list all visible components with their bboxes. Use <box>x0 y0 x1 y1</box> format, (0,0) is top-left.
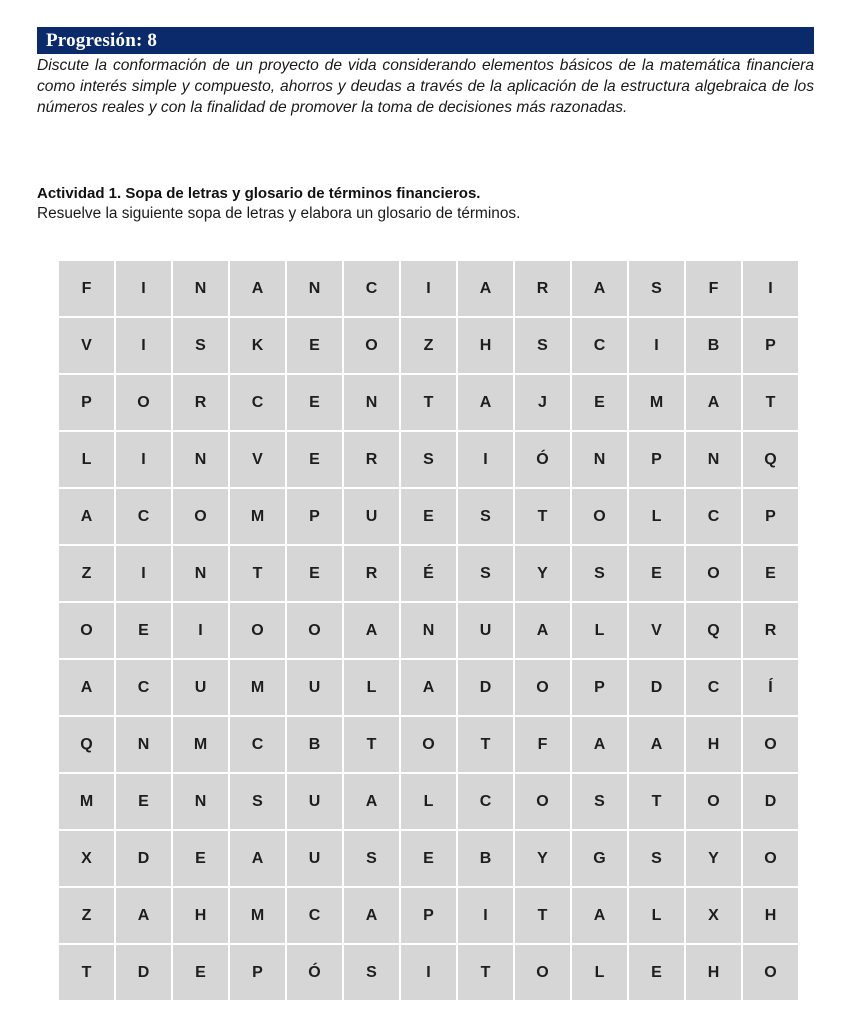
letter-cell[interactable]: V <box>59 318 114 373</box>
letter-cell[interactable]: D <box>743 774 798 829</box>
letter-cell[interactable]: C <box>230 717 285 772</box>
letter-cell[interactable]: O <box>515 774 570 829</box>
letter-cell[interactable]: T <box>458 945 513 1000</box>
letter-cell[interactable]: O <box>743 717 798 772</box>
letter-cell[interactable]: Z <box>401 318 456 373</box>
letter-cell[interactable]: X <box>686 888 741 943</box>
letter-cell[interactable]: C <box>572 318 627 373</box>
letter-cell[interactable]: U <box>287 774 342 829</box>
letter-cell[interactable]: P <box>230 945 285 1000</box>
letter-cell[interactable]: N <box>173 546 228 601</box>
letter-cell[interactable]: R <box>344 546 399 601</box>
letter-cell[interactable]: P <box>59 375 114 430</box>
letter-cell[interactable]: O <box>59 603 114 658</box>
letter-cell[interactable]: R <box>743 603 798 658</box>
letter-cell[interactable]: T <box>230 546 285 601</box>
letter-cell[interactable]: E <box>287 318 342 373</box>
letter-cell[interactable]: F <box>686 261 741 316</box>
intro-paragraph: Discute la conformación de un proyecto de vida considerando elementos básicos de la matemática financiera como interés simple y compuesto, ahorros y deudas a través de la aplicación de la estructura algebraica de los números reales y con la finalidad de promover la toma de decisiones más razonadas. <box>37 57 814 117</box>
letter-cell[interactable]: I <box>458 432 513 487</box>
letter-cell[interactable]: O <box>515 660 570 715</box>
letter-cell[interactable]: Ó <box>515 432 570 487</box>
letter-cell[interactable]: B <box>458 831 513 886</box>
letter-cell[interactable]: Í <box>743 660 798 715</box>
letter-cell[interactable]: I <box>401 945 456 1000</box>
letter-cell[interactable]: L <box>629 888 684 943</box>
letter-cell[interactable]: O <box>743 831 798 886</box>
letter-cell[interactable]: M <box>59 774 114 829</box>
letter-cell[interactable]: M <box>629 375 684 430</box>
word-search-grid <box>59 261 798 1000</box>
letter-cell[interactable]: P <box>743 489 798 544</box>
letter-cell[interactable]: G <box>572 831 627 886</box>
letter-cell[interactable]: Q <box>59 717 114 772</box>
letter-cell[interactable]: N <box>173 261 228 316</box>
letter-cell[interactable]: J <box>515 375 570 430</box>
letter-cell[interactable]: C <box>230 375 285 430</box>
letter-cell[interactable]: A <box>59 660 114 715</box>
letter-cell[interactable]: Q <box>743 432 798 487</box>
letter-cell[interactable]: U <box>458 603 513 658</box>
letter-cell[interactable]: A <box>116 888 171 943</box>
letter-cell[interactable]: N <box>401 603 456 658</box>
letter-cell[interactable]: L <box>572 603 627 658</box>
letter-cell[interactable]: H <box>743 888 798 943</box>
letter-cell[interactable]: C <box>686 489 741 544</box>
letter-cell[interactable]: I <box>116 318 171 373</box>
letter-cell[interactable]: O <box>230 603 285 658</box>
letter-cell[interactable]: A <box>230 261 285 316</box>
letter-cell[interactable]: A <box>572 888 627 943</box>
letter-cell[interactable]: N <box>686 432 741 487</box>
letter-cell[interactable]: S <box>572 774 627 829</box>
letter-cell[interactable]: Z <box>59 888 114 943</box>
letter-cell[interactable]: X <box>59 831 114 886</box>
letter-cell[interactable]: P <box>287 489 342 544</box>
letter-cell[interactable]: N <box>173 432 228 487</box>
letter-cell[interactable]: L <box>572 945 627 1000</box>
letter-cell[interactable]: F <box>59 261 114 316</box>
letter-cell[interactable]: P <box>401 888 456 943</box>
letter-cell[interactable]: A <box>572 261 627 316</box>
letter-cell[interactable]: I <box>743 261 798 316</box>
letter-cell[interactable]: R <box>173 375 228 430</box>
letter-cell[interactable]: S <box>401 432 456 487</box>
letter-cell[interactable]: M <box>230 888 285 943</box>
letter-cell[interactable]: N <box>572 432 627 487</box>
letter-cell[interactable]: I <box>116 261 171 316</box>
letter-cell[interactable]: O <box>401 717 456 772</box>
letter-cell[interactable]: Y <box>515 546 570 601</box>
letter-cell[interactable]: O <box>686 546 741 601</box>
letter-cell[interactable]: O <box>287 603 342 658</box>
letter-cell[interactable]: C <box>344 261 399 316</box>
letter-cell[interactable]: Y <box>515 831 570 886</box>
letter-cell[interactable]: N <box>287 261 342 316</box>
letter-cell[interactable]: A <box>344 888 399 943</box>
letter-cell[interactable]: N <box>173 774 228 829</box>
letter-cell[interactable]: Z <box>59 546 114 601</box>
letter-cell[interactable]: Q <box>686 603 741 658</box>
letter-cell[interactable]: C <box>116 660 171 715</box>
letter-cell[interactable]: E <box>287 546 342 601</box>
letter-cell[interactable]: V <box>230 432 285 487</box>
letter-cell[interactable]: D <box>116 945 171 1000</box>
letter-cell[interactable]: M <box>230 660 285 715</box>
letter-cell[interactable]: S <box>458 546 513 601</box>
letter-cell[interactable]: N <box>344 375 399 430</box>
letter-cell[interactable]: S <box>230 774 285 829</box>
activity-instruction: Resuelve la siguiente sopa de letras y elabora un glosario de términos. <box>37 205 521 222</box>
letter-cell[interactable]: S <box>515 318 570 373</box>
letter-cell[interactable]: S <box>458 489 513 544</box>
letter-cell[interactable]: B <box>686 318 741 373</box>
letter-cell[interactable]: O <box>743 945 798 1000</box>
letter-cell[interactable]: I <box>116 432 171 487</box>
letter-cell[interactable]: E <box>743 546 798 601</box>
letter-cell[interactable]: T <box>515 489 570 544</box>
letter-cell[interactable]: Y <box>686 831 741 886</box>
letter-cell[interactable]: I <box>116 546 171 601</box>
letter-cell[interactable]: O <box>344 318 399 373</box>
letter-cell[interactable]: C <box>116 489 171 544</box>
letter-cell[interactable]: U <box>287 831 342 886</box>
letter-cell[interactable]: V <box>629 603 684 658</box>
letter-cell[interactable]: U <box>344 489 399 544</box>
letter-cell[interactable]: A <box>230 831 285 886</box>
letter-cell[interactable]: S <box>572 546 627 601</box>
letter-cell[interactable]: K <box>230 318 285 373</box>
letter-cell[interactable]: E <box>173 831 228 886</box>
letter-cell[interactable]: D <box>629 660 684 715</box>
letter-cell[interactable]: H <box>458 318 513 373</box>
letter-cell[interactable]: A <box>344 603 399 658</box>
letter-cell[interactable]: E <box>287 432 342 487</box>
letter-cell[interactable]: F <box>515 717 570 772</box>
letter-cell[interactable]: D <box>116 831 171 886</box>
letter-cell[interactable]: O <box>572 489 627 544</box>
letter-cell[interactable]: S <box>629 831 684 886</box>
letter-cell[interactable]: A <box>344 774 399 829</box>
letter-cell[interactable]: A <box>59 489 114 544</box>
letter-cell[interactable]: M <box>230 489 285 544</box>
letter-cell[interactable]: I <box>629 318 684 373</box>
letter-cell[interactable]: T <box>515 888 570 943</box>
letter-cell[interactable]: Ó <box>287 945 342 1000</box>
letter-cell[interactable]: R <box>344 432 399 487</box>
letter-cell[interactable]: E <box>401 489 456 544</box>
letter-cell[interactable]: B <box>287 717 342 772</box>
letter-cell[interactable]: T <box>401 375 456 430</box>
letter-cell[interactable]: A <box>686 375 741 430</box>
letter-cell[interactable]: T <box>458 717 513 772</box>
letter-cell[interactable]: R <box>515 261 570 316</box>
letter-cell[interactable]: A <box>629 717 684 772</box>
letter-cell[interactable]: H <box>686 717 741 772</box>
letter-cell[interactable]: E <box>629 945 684 1000</box>
letter-cell[interactable]: O <box>515 945 570 1000</box>
letter-cell[interactable]: S <box>173 318 228 373</box>
letter-cell[interactable]: I <box>401 261 456 316</box>
letter-cell[interactable]: E <box>401 831 456 886</box>
letter-cell[interactable]: C <box>287 888 342 943</box>
letter-cell[interactable]: A <box>458 375 513 430</box>
letter-cell[interactable]: O <box>686 774 741 829</box>
letter-cell[interactable]: L <box>629 489 684 544</box>
letter-cell[interactable]: E <box>287 375 342 430</box>
letter-cell[interactable]: T <box>743 375 798 430</box>
letter-cell[interactable]: I <box>458 888 513 943</box>
letter-cell[interactable]: S <box>344 831 399 886</box>
letter-cell[interactable]: S <box>629 261 684 316</box>
letter-cell[interactable]: E <box>116 603 171 658</box>
letter-cell[interactable]: C <box>686 660 741 715</box>
progression-title: Progresión: 8 <box>46 29 158 51</box>
letter-cell[interactable]: É <box>401 546 456 601</box>
activity-title: Actividad 1. Sopa de letras y glosario de términos financieros. <box>37 185 481 202</box>
letter-cell[interactable]: E <box>629 546 684 601</box>
letter-cell[interactable]: P <box>629 432 684 487</box>
letter-cell[interactable]: H <box>173 888 228 943</box>
letter-cell[interactable]: U <box>287 660 342 715</box>
letter-cell[interactable]: E <box>116 774 171 829</box>
letter-cell[interactable]: A <box>458 261 513 316</box>
letter-cell[interactable]: T <box>629 774 684 829</box>
letter-cell[interactable]: T <box>59 945 114 1000</box>
letter-cell[interactable]: I <box>173 603 228 658</box>
letter-cell[interactable]: H <box>686 945 741 1000</box>
letter-cell[interactable]: U <box>173 660 228 715</box>
letter-cell[interactable]: O <box>173 489 228 544</box>
letter-cell[interactable]: D <box>458 660 513 715</box>
letter-cell[interactable]: E <box>572 375 627 430</box>
letter-cell[interactable]: P <box>743 318 798 373</box>
letter-cell[interactable]: A <box>515 603 570 658</box>
letter-cell[interactable]: L <box>344 660 399 715</box>
letter-cell[interactable]: A <box>401 660 456 715</box>
progression-header <box>37 27 814 54</box>
letter-cell[interactable]: P <box>572 660 627 715</box>
letter-cell[interactable]: T <box>344 717 399 772</box>
letter-cell[interactable]: L <box>59 432 114 487</box>
letter-cell[interactable]: M <box>173 717 228 772</box>
letter-cell[interactable]: N <box>116 717 171 772</box>
letter-cell[interactable]: C <box>458 774 513 829</box>
letter-cell[interactable]: S <box>344 945 399 1000</box>
letter-cell[interactable]: A <box>572 717 627 772</box>
letter-cell[interactable]: L <box>401 774 456 829</box>
letter-cell[interactable]: O <box>116 375 171 430</box>
letter-cell[interactable]: E <box>173 945 228 1000</box>
